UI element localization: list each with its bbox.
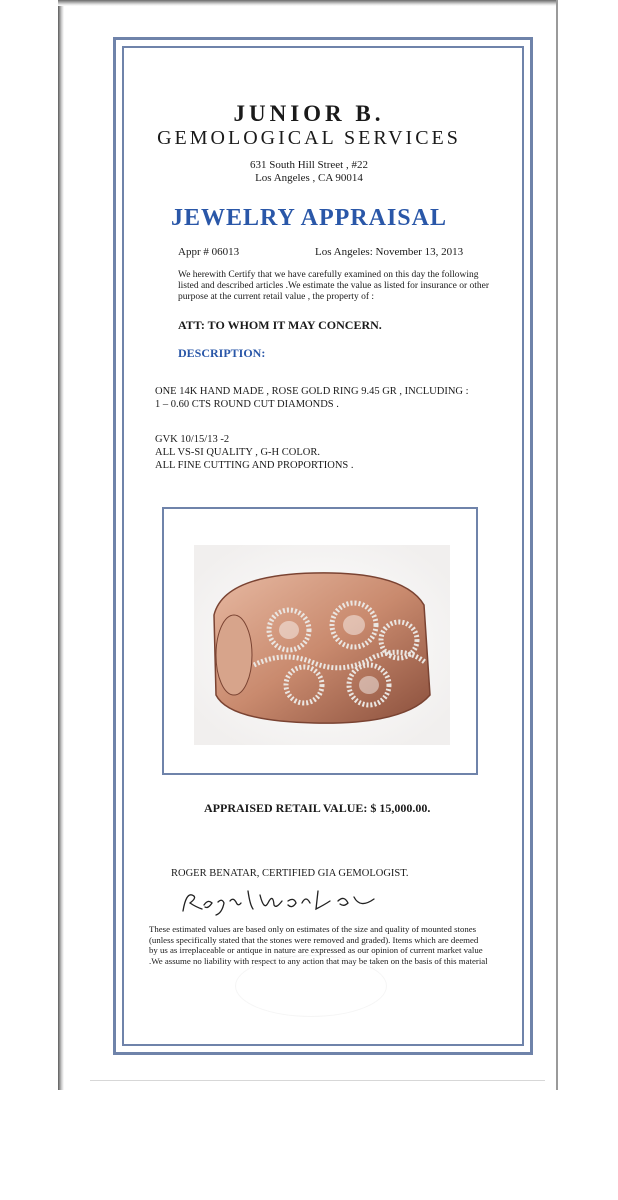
item-description-line: ONE 14K HAND MADE , ROSE GOLD RING 9.45 GR , INCLUDING : <box>155 386 469 397</box>
disclaimer-text: These estimated values are based only on estimates of the size and quality of mounted stones (unless specifically stated that the stones were removed and graded). Items which are deemed by us as irreplaceable or antique in nature are expressed as our opinion of current market value .We assume no liability with respect to any action that may be taken on the basis of this material <box>149 924 488 966</box>
appraisal-place-date: Los Angeles: November 13, 2013 <box>315 246 464 258</box>
grading-line: ALL VS-SI QUALITY , G-H COLOR. <box>155 447 320 458</box>
appraised-retail-value: APPRAISED RETAIL VALUE: $ 15,000.00. <box>204 801 431 815</box>
ring-image <box>194 545 450 745</box>
certification-statement: We herewith Certify that we have carefully examined on this day the following listed and described articles .We estimate the value as listed for insurance or other purpose at the current retail value , the property of : <box>178 270 490 302</box>
description-heading: DESCRIPTION: <box>178 346 266 360</box>
company-address-line2: Los Angeles , CA 90014 <box>255 172 363 184</box>
scan-edge-top <box>58 0 558 6</box>
gemologist-signature <box>178 885 388 917</box>
item-description-line: 1 – 0.60 CTS ROUND CUT DIAMONDS . <box>155 399 339 410</box>
scan-edge-bottom <box>90 1080 545 1081</box>
ring-photo <box>162 507 478 775</box>
embossed-seal <box>235 955 387 1017</box>
grading-line: GVK 10/15/13 -2 <box>155 434 230 445</box>
company-subtitle: GEMOLOGICAL SERVICES <box>157 127 461 149</box>
gemologist-name: ROGER BENATAR, CERTIFIED GIA GEMOLOGIST. <box>171 868 409 879</box>
appraisal-number: Appr # 06013 <box>178 246 240 258</box>
document-title: JEWELRY APPRAISAL <box>171 205 447 231</box>
grading-line: ALL FINE CUTTING AND PROPORTIONS . <box>155 460 354 471</box>
company-address-line1: 631 South Hill Street , #22 <box>250 159 368 171</box>
attention-line: ATT: TO WHOM IT MAY CONCERN. <box>178 318 382 332</box>
company-name: JUNIOR B. <box>233 101 385 126</box>
